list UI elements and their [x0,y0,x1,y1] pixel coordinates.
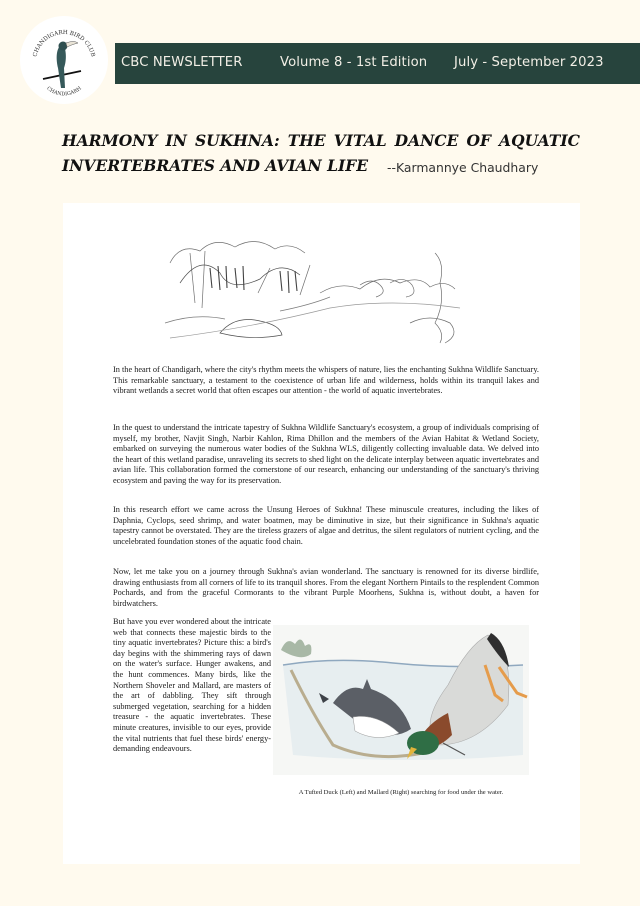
ducks-underwater-icon [273,625,529,775]
volume-edition: Volume 8 - 1st Edition [280,55,428,70]
headline-word: HARMONY [62,131,158,150]
headline-word: VITAL [333,131,387,150]
author-byline: --Karmannye Chaudhary [387,160,539,175]
headline-word: SUKHNA: [194,131,280,150]
headline-line-2: INVERTEBRATES AND AVIAN LIFE [62,156,369,175]
headline-word: OF [466,131,492,150]
logo-top-text: CHANDIGARH BIRD CLUB [32,29,96,58]
headline-word: THE [287,131,326,150]
headline-line-1 [62,128,580,153]
sukhna-landscape-sketch [150,223,480,353]
logo-bottom-text: CHANDIGARH [45,85,83,98]
issue-date-range: July - September 2023 [454,55,604,70]
article-paragraph-4: Now, let me take you on a journey through Sukhna's avian wonderland. The sanctuary is renowned for its diverse birdlife, drawing enthusiasts from all corners of life to its tranquil shores. From the elegant Northern Pintails to the resplendent Common Pochards, and from the graceful Cormorants to the vibrant Purple Moorhens, Sukhna is, without doubt, a haven for birdwatchers. [113,567,539,608]
article-paragraph-2: In the quest to understand the intricate tapestry of Sukhna Wildlife Sanctuary's ecosystem, a group of individuals comprising of myself, my brother, Navjit Singh, Narbir Kahlon, Rima Dhillon and the members of the Avian Habitat & Wetland Society, embarked on surveying the numerous water bodies of the Sukhna WLS, diligently collecting invaluable data. We delved into the heart of this wetland paradise, unraveling its secrets to shed light on the delicate interplay between aquatic invertebrates and avian life. This collaboration formed the cornerstone of our research, enhancing our understanding of the sanctuary's thriving ecosystem and paving the way for its preservation. [113,423,539,485]
landscape-sketch-icon [150,223,480,353]
figure-caption: A Tufted Duck (Left) and Mallard (Right) searching for food under the water. [298,789,504,796]
newsletter-title: CBC NEWSLETTER [121,55,243,70]
chandigarh-bird-club-logo [20,16,108,104]
article-card [63,203,580,864]
article-paragraph-1: In the heart of Chandigarh, where the city's rhythm meets the whispers of nature, lies the enchanting Sukhna Wildlife Sanctuary. This remarkable sanctuary, a testament to the coexistence of urban life and wilderness, holds within its tranquil lakes and vibrant wetlands a secret world that often escapes our attention - the world of aquatic invertebrates. [113,365,539,396]
article-paragraph-5: But have you ever wondered about the intricate web that connects these majestic birds to the tiny aquatic invertebrates? Picture this: a bird's day begins with the shimmering rays of dawn on the water's surface. Hunger awakens, and the hunt commences. Many birds, like the Northern Shoveler and Mallard, are masters of the art of dabbling. They sift through submerged vegetation, searching for a hidden treasure - the aquatic invertebrates. These minute creatures, invisible to our eyes, provide the vital nutrients that fuel these birds' energy-demanding endeavours. [113,617,271,754]
article-paragraph-3: In this research effort we came across the Unsung Heroes of Sukhna! These minuscule creatures, including the likes of Daphnia, Cyclops, seed shrimp, and water boatmen, may be diminutive in size, but their significance in Sukhna's aquatic tapestry cannot be overstated. They are the tireless grazers of algae and detritus, the silent regulators of nutrient cycling, and the uncelebrated foundation stones of the aquatic food chain. [113,505,539,546]
headline-word: IN [165,131,187,150]
headline-word: DANCE [394,131,459,150]
newsletter-banner [115,43,640,84]
diving-ducks-illustration [273,625,529,775]
hornbill-icon [20,16,108,104]
headline-word: AQUATIC [499,131,580,150]
